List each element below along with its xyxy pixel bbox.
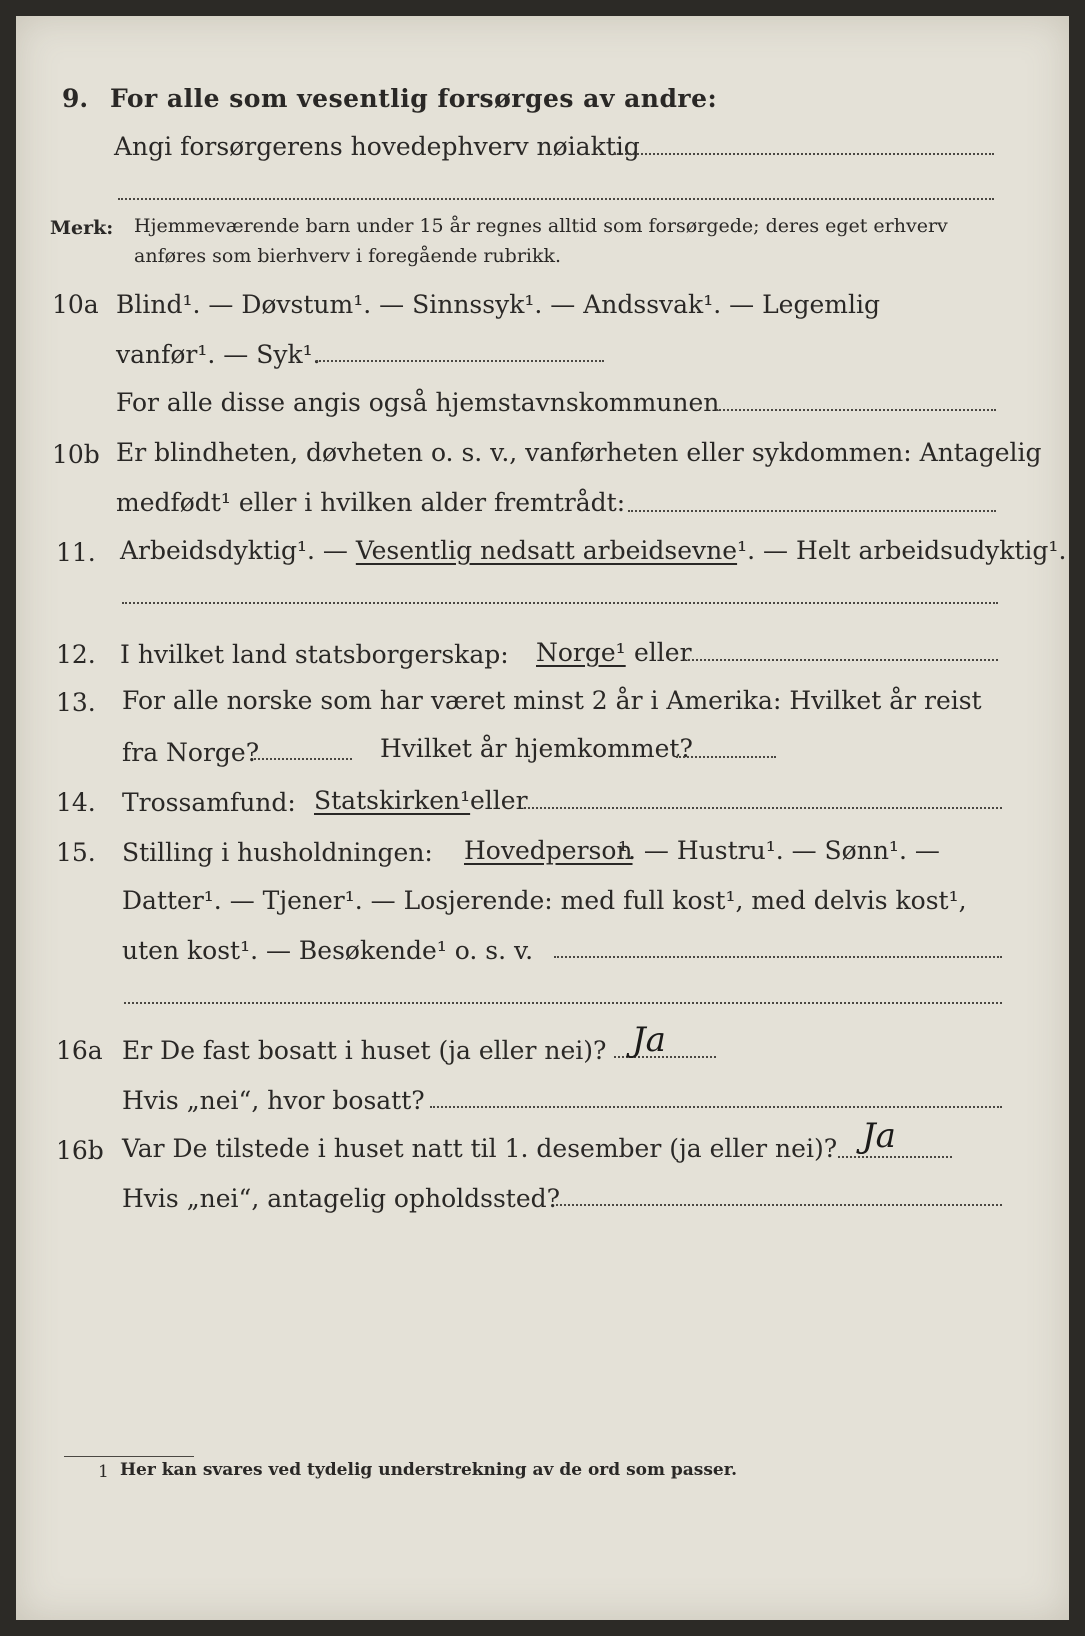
merk-label: Merk:: [50, 217, 114, 239]
q16a-line-1: Er De fast bosatt i huset (ja eller nei)?: [122, 1036, 607, 1065]
q12-number: 12.: [56, 640, 96, 669]
q15-answer-line[interactable]: [554, 956, 1002, 958]
q10b-number: 10b: [52, 440, 100, 469]
q11-number: 11.: [56, 538, 96, 567]
q13-line-2b: Hvilket år hjemkommet?: [380, 734, 693, 763]
census-form-page: [16, 16, 1069, 1620]
q9-answer-line[interactable]: [614, 153, 994, 155]
q10b-line-1: Er blindheten, døvheten o. s. v., vanførheten eller sykdommen: Antagelig: [116, 438, 1042, 467]
q15-line-2: Datter¹. — Tjener¹. — Losjerende: med full kost¹, med delvis kost¹,: [122, 886, 967, 915]
q9-subtitle: Angi forsørgerens hovedерhverv nøiaktig: [114, 132, 640, 161]
q11-answer-line[interactable]: [122, 602, 998, 604]
q11-line: [120, 536, 1066, 566]
q13-line-1: For alle norske som har været minst 2 år i Amerika: Hvilket år reist: [122, 686, 982, 715]
footnote-text: Her kan svares ved tydelig understrekning av de ord som passer.: [120, 1460, 738, 1480]
q13-return-year-line[interactable]: [676, 756, 776, 758]
q12-answer-line[interactable]: [684, 659, 998, 661]
q14-answer-line[interactable]: [524, 807, 1002, 809]
q10a-line-1: Blind¹. — Døvstum¹. — Sinnssyk¹. — Andssvak¹. — Legemlig: [116, 290, 880, 319]
q13-departure-year-line[interactable]: [254, 758, 352, 760]
q11-option-reduced[interactable]: Vesentlig nedsatt arbeidsevne: [355, 536, 738, 565]
q10b-line-2: medfødt¹ eller i hvilken alder fremtrådt:: [116, 488, 626, 517]
q15-line-3: uten kost¹. — Besøkende¹ o. s. v.: [122, 936, 534, 965]
q16a-number: 16a: [56, 1036, 103, 1065]
q9-title: For alle som vesentlig forsørges av andre:: [110, 84, 718, 113]
q15-line-1a: Stilling i husholdningen:: [122, 838, 433, 867]
merk-line-2: anføres som bierhverv i foregående rubrikk.: [134, 245, 562, 267]
q13-line-2a: fra Norge?: [122, 738, 260, 767]
q11-option-unfit[interactable]: ¹. — Helt arbeidsudyktig¹.: [737, 536, 1067, 565]
q14-tail: eller: [470, 786, 528, 815]
q10a-answer-line[interactable]: [316, 360, 604, 362]
q16b-answer-line[interactable]: [838, 1156, 952, 1158]
q10a-line-2: vanfør¹. — Syk¹.: [116, 340, 321, 369]
q12-tail: eller: [634, 638, 692, 667]
q11-option-fit[interactable]: Arbeidsdyktig¹. —: [120, 536, 356, 565]
merk-line-1: Hjemmeværende barn under 15 år regnes alltid som forsørgede; deres eget erhverv: [134, 215, 948, 237]
q16b-whereabouts-line[interactable]: [556, 1204, 1002, 1206]
q14-text: Trossamfund:: [122, 788, 296, 817]
q15-number: 15.: [56, 838, 96, 867]
q10a-line-3: For alle disse angis også hjemstavnskommunen: [116, 388, 720, 417]
q15-option-hovedperson[interactable]: Hovedperson: [464, 836, 633, 865]
q13-number: 13.: [56, 688, 96, 717]
q12-answer-norge[interactable]: Norge¹: [536, 638, 626, 667]
q16b-number: 16b: [56, 1136, 104, 1165]
q10a-number: 10a: [52, 290, 99, 319]
footnote-mark: 1: [98, 1462, 109, 1482]
q16b-line-2: Hvis „nei“, antagelig opholdssted?: [122, 1184, 561, 1213]
q15-line-1c: ¹. — Hustru¹. — Sønn¹. —: [618, 836, 940, 865]
q16b-line-1: Var De tilstede i huset natt til 1. desember (ja eller nei)?: [122, 1134, 838, 1163]
q14-answer-statskirken[interactable]: Statskirken¹: [314, 786, 471, 815]
q16a-line-2: Hvis „nei“, hvor bosatt?: [122, 1086, 425, 1115]
q9-number: 9.: [62, 84, 89, 113]
q16a-handwritten-answer: Ja: [632, 1020, 666, 1060]
footnote-rule: [64, 1456, 194, 1457]
q16a-residence-line[interactable]: [430, 1106, 1002, 1108]
q14-number: 14.: [56, 788, 96, 817]
q10b-answer-line[interactable]: [628, 510, 996, 512]
q10a-hometown-line[interactable]: [716, 409, 996, 411]
q12-text: I hvilket land statsborgerskap:: [120, 640, 509, 669]
q16b-handwritten-answer: Ja: [862, 1116, 896, 1156]
q9-answer-line-2[interactable]: [118, 198, 994, 200]
q15-answer-line-2[interactable]: [124, 1002, 1002, 1004]
